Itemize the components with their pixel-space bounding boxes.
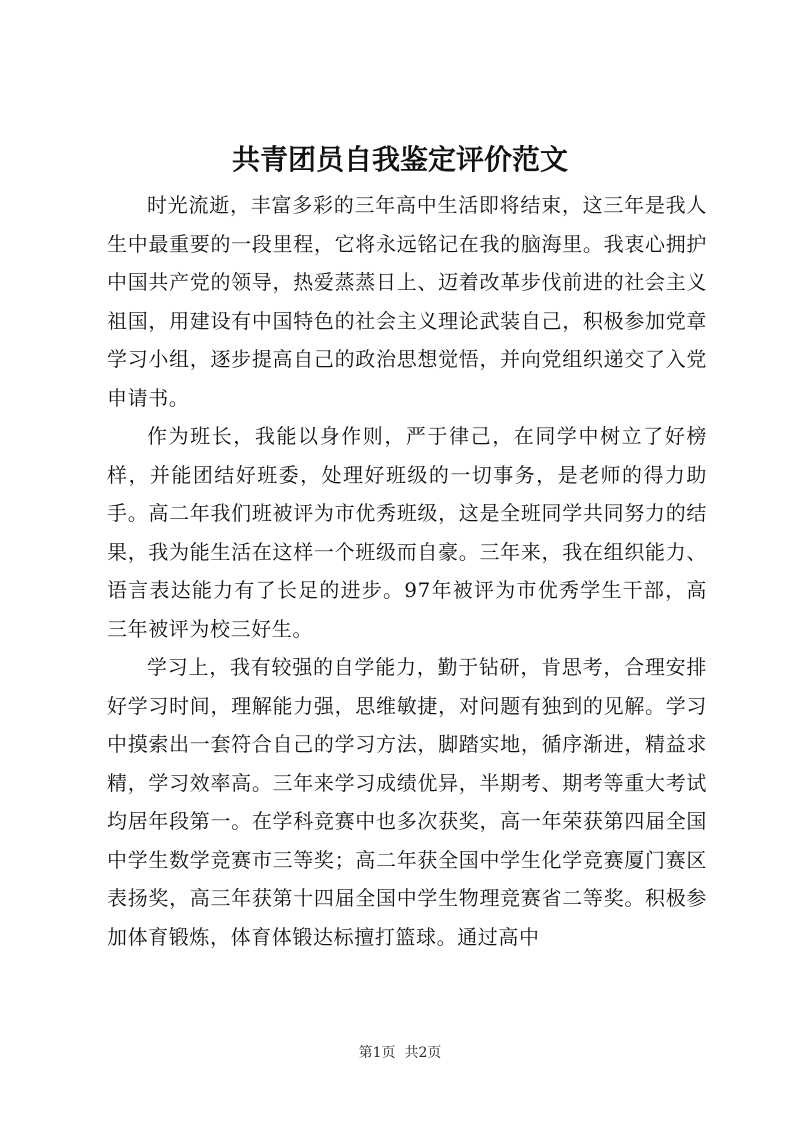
- document-title: 共青团员自我鉴定评价范文: [231, 143, 568, 176]
- page-footer: [0, 1043, 800, 1063]
- paragraph-1: 时光流逝，丰富多彩的三年高中生活即将结束，这三年是我人生中最重要的一段里程，它将永远铭记在我的脑海里。我衷心拥护中国共产党的领导，热爱蒸蒸日上、迈着改革步伐前进的社会主义祖国，用建设有中国特色的社会主义理论武装自己，积极参加党章学习小组，逐步提高自己的政治思想觉悟，并向党组织递交了入党申请书。: [107, 193, 707, 410]
- paragraph-3: 学习上，我有较强的自学能力，勤于钻研，肯思考，合理安排好学习时间，理解能力强，思维敏捷，对问题有独到的见解。学习中摸索出一套符合自己的学习方法，脚踏实地，循序渐进，精益求精，学习效率高。三年来学习成绩优异，半期考、期考等重大考试均居年段第一。在学科竞赛中也多次获奖，高一年荣获第四届全国中学生数学竞赛市三等奖；高二年获全国中学生化学竞赛厦门赛区表扬奖，高三年获第十四届全国中学生物理竞赛省二等奖。积极参加体育锻炼，体育体锻达标擅打篮球。通过高中: [107, 655, 707, 949]
- page-number-label: 第1页 共2页: [358, 1045, 442, 1061]
- document-body: [107, 186, 707, 956]
- paragraph-2: 作为班长，我能以身作则，严于律己，在同学中树立了好榜样，并能团结好班委，处理好班级的一切事务，是老师的得力助手。高二年我们班被评为市优秀班级，这是全班同学共同努力的结果，我为能生活在这样一个班级而自豪。三年来，我在组织能力、语言表达能力有了长足的进步。97年被评为市优秀学生干部，高三年被评为校三好生。: [107, 424, 707, 641]
